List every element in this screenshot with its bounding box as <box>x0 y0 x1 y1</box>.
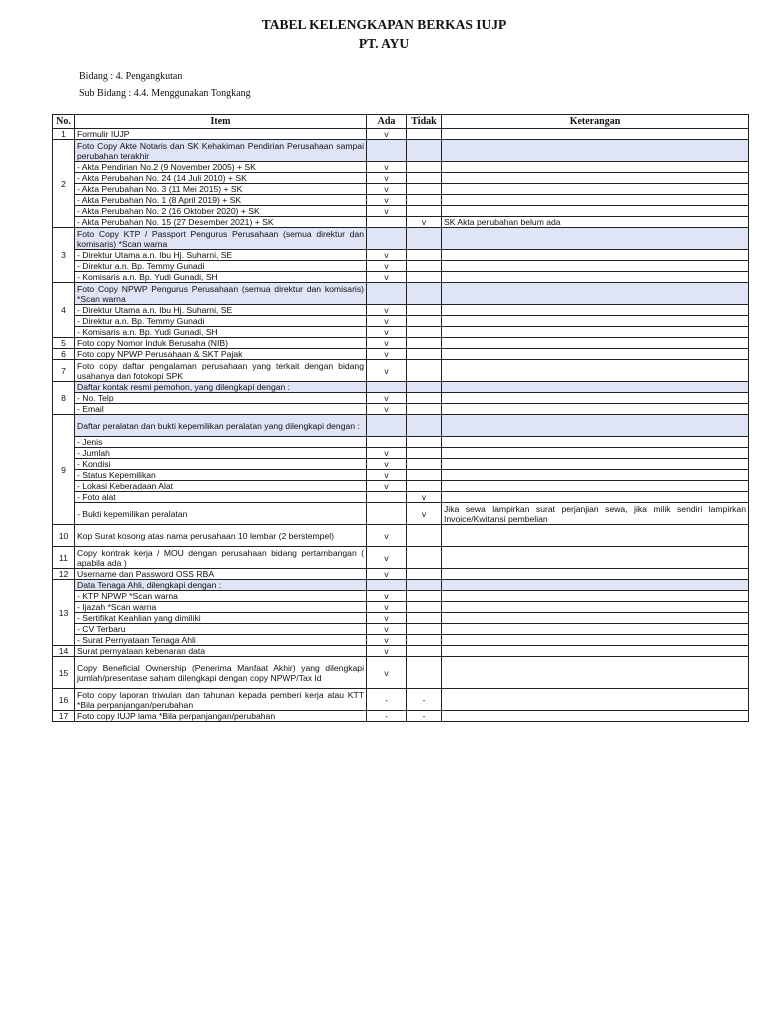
column-header-ada: Ada <box>367 115 407 129</box>
table-section-row <box>53 283 749 305</box>
ada-mark <box>367 217 407 228</box>
ada-mark: v <box>367 404 407 415</box>
keterangan-cell <box>442 250 749 261</box>
table-row <box>53 646 749 657</box>
ada-mark: v <box>367 184 407 195</box>
tidak-mark <box>407 393 442 404</box>
item-cell: - Kondisi <box>75 459 367 470</box>
item-cell: - Akta Perubahan No. 15 (27 Desember 2021) + SK <box>75 217 367 228</box>
item-cell: - Ijazah *Scan warna <box>75 602 367 613</box>
ada-mark: v <box>367 547 407 569</box>
table-row <box>53 547 749 569</box>
keterangan-cell <box>442 162 749 173</box>
keterangan-cell <box>442 602 749 613</box>
ada-mark <box>367 503 407 525</box>
table-row <box>53 393 749 404</box>
tidak-mark <box>407 173 442 184</box>
column-header-item: Item <box>75 115 367 129</box>
item-cell: - Akta Pendirian No.2 (9 November 2005) + SK <box>75 162 367 173</box>
ada-mark: v <box>367 261 407 272</box>
tidak-mark <box>407 481 442 492</box>
ada-mark: v <box>367 327 407 338</box>
company-name: PT. AYU <box>358 36 410 51</box>
item-cell: - Bukti kepemilikan peralatan <box>75 503 367 525</box>
item-cell: Foto copy laporan triwulan dan tahunan kepada pemberi kerja atau KTT *Bila perpanjangan/perubahan <box>75 689 367 711</box>
keterangan-cell <box>442 448 749 459</box>
keterangan-cell <box>442 349 749 360</box>
table-row <box>53 635 749 646</box>
ada-mark: v <box>367 602 407 613</box>
ada-mark: v <box>367 591 407 602</box>
ada-mark: v <box>367 481 407 492</box>
row-number: 7 <box>53 360 75 382</box>
keterangan-cell <box>442 173 749 184</box>
column-header-tidak: Tidak <box>407 115 442 129</box>
keterangan-cell <box>442 382 749 393</box>
keterangan-cell <box>442 437 749 448</box>
ada-mark: v <box>367 349 407 360</box>
ada-mark: v <box>367 657 407 689</box>
item-cell: - CV Terbaru <box>75 624 367 635</box>
keterangan-cell <box>442 305 749 316</box>
keterangan-cell: SK Akta perubahan belum ada <box>442 217 749 228</box>
item-cell: - Komisaris a.n. Bp. Yudi Gunadi, SH <box>75 272 367 283</box>
table-row <box>53 448 749 459</box>
ada-mark <box>367 228 407 250</box>
tidak-mark <box>407 250 442 261</box>
ada-mark <box>367 415 407 437</box>
ada-mark: v <box>367 360 407 382</box>
row-number: 3 <box>53 228 75 283</box>
table-row <box>53 129 749 140</box>
table-row <box>53 305 749 316</box>
item-cell: - Akta Perubahan No. 1 (8 April 2019) + SK <box>75 195 367 206</box>
ada-mark: v <box>367 206 407 217</box>
row-number: 4 <box>53 283 75 338</box>
column-header-keterangan: Keterangan <box>442 115 749 129</box>
row-number: 5 <box>53 338 75 349</box>
column-header-no: No. <box>53 115 75 129</box>
row-number: 14 <box>53 646 75 657</box>
table-row <box>53 470 749 481</box>
ada-mark: - <box>367 711 407 722</box>
ada-mark <box>367 492 407 503</box>
tidak-mark <box>407 569 442 580</box>
ada-mark: v <box>367 195 407 206</box>
row-number: 10 <box>53 525 75 547</box>
table-row <box>53 250 749 261</box>
row-number: 8 <box>53 382 75 415</box>
keterangan-cell <box>442 657 749 689</box>
keterangan-cell <box>442 228 749 250</box>
tidak-mark <box>407 613 442 624</box>
tidak-mark <box>407 602 442 613</box>
table-row <box>53 591 749 602</box>
keterangan-cell <box>442 272 749 283</box>
table-row <box>53 404 749 415</box>
item-cell: - Direktur a.n. Bp. Temmy Gunadi <box>75 316 367 327</box>
tidak-mark <box>407 646 442 657</box>
ada-mark: v <box>367 459 407 470</box>
ada-mark: v <box>367 448 407 459</box>
keterangan-cell <box>442 580 749 591</box>
table-row <box>53 195 749 206</box>
tidak-mark <box>407 547 442 569</box>
tidak-mark <box>407 382 442 393</box>
table-row <box>53 437 749 448</box>
ada-mark: v <box>367 129 407 140</box>
ada-mark <box>367 437 407 448</box>
ada-mark: v <box>367 338 407 349</box>
tidak-mark <box>407 206 442 217</box>
keterangan-cell <box>442 689 749 711</box>
table-section-row <box>53 580 749 591</box>
tidak-mark <box>407 316 442 327</box>
item-cell: Data Tenaga Ahli, dilengkapi dengan : <box>75 580 367 591</box>
table-row <box>53 689 749 711</box>
item-cell: Foto copy NPWP Perusahaan & SKT Pajak <box>75 349 367 360</box>
row-number: 9 <box>53 415 75 525</box>
keterangan-cell <box>442 206 749 217</box>
item-cell: - Email <box>75 404 367 415</box>
table-row <box>53 316 749 327</box>
table-header-row <box>53 115 749 129</box>
tidak-mark <box>407 338 442 349</box>
tidak-mark <box>407 327 442 338</box>
keterangan-cell <box>442 591 749 602</box>
item-cell: Kop Surat kosong atas nama perusahaan 10 lembar (2 berstempel) <box>75 525 367 547</box>
item-cell: Copy kontrak kerja / MOU dengan perusahaan bidang pertambangan ( apabila ada ) <box>75 547 367 569</box>
table-row <box>53 360 749 382</box>
tidak-mark <box>407 657 442 689</box>
keterangan-cell <box>442 283 749 305</box>
keterangan-cell <box>442 635 749 646</box>
tidak-mark <box>407 415 442 437</box>
table-row <box>53 206 749 217</box>
item-cell: - Komisaris a.n. Bp. Yudi Gunadi, SH <box>75 327 367 338</box>
keterangan-cell <box>442 129 749 140</box>
table-row <box>53 349 749 360</box>
item-cell: Foto Copy Akte Notaris dan SK Kehakiman Pendirian Perusahaan sampai perubahan terakhir <box>75 140 367 162</box>
table-section-row <box>53 382 749 393</box>
item-cell: Foto Copy KTP / Passport Pengurus Perusahaan (semua direktur dan komisaris) *Scan warna <box>75 228 367 250</box>
row-number: 6 <box>53 349 75 360</box>
keterangan-cell <box>442 140 749 162</box>
row-number: 13 <box>53 580 75 646</box>
keterangan-cell <box>442 195 749 206</box>
table-row <box>53 173 749 184</box>
table-section-row <box>53 140 749 162</box>
item-cell: - Jenis <box>75 437 367 448</box>
tidak-mark <box>407 349 442 360</box>
table-row <box>53 261 749 272</box>
table-row <box>53 613 749 624</box>
item-cell: - Lokasi Keberadaan Alat <box>75 481 367 492</box>
item-cell: - Direktur a.n. Bp. Temmy Gunadi <box>75 261 367 272</box>
table-row <box>53 272 749 283</box>
item-cell: - Jumlah <box>75 448 367 459</box>
tidak-mark <box>407 635 442 646</box>
tidak-mark <box>407 470 442 481</box>
item-cell: - KTP NPWP *Scan warna <box>75 591 367 602</box>
keterangan-cell <box>442 613 749 624</box>
tidak-mark <box>407 305 442 316</box>
table-row <box>53 492 749 503</box>
table-row <box>53 327 749 338</box>
ada-mark: v <box>367 305 407 316</box>
item-cell: Username dan Password OSS RBA <box>75 569 367 580</box>
tidak-mark <box>407 459 442 470</box>
keterangan-cell <box>442 470 749 481</box>
checklist-table <box>52 114 749 722</box>
item-cell: - Sertifikat Keahlian yang dimiliki <box>75 613 367 624</box>
item-cell: Formulir IUJP <box>75 129 367 140</box>
keterangan-cell: Jika sewa lampirkan surat perjanjian sewa, jika milik sendiri lampirkan Invoice/Kwitansi pembelian <box>442 503 749 525</box>
keterangan-cell <box>442 481 749 492</box>
keterangan-cell <box>442 261 749 272</box>
row-number: 1 <box>53 129 75 140</box>
item-cell: Copy Beneficial Ownership (Penerima Manfaat Akhir) yang dilengkapi jumlah/presentase saham dilengkapi dengan copy NPWP/Tax Id <box>75 657 367 689</box>
item-cell: - Akta Perubahan No. 24 (14 Juli 2010) + SK <box>75 173 367 184</box>
row-number: 17 <box>53 711 75 722</box>
tidak-mark <box>407 129 442 140</box>
ada-mark: v <box>367 173 407 184</box>
tidak-mark <box>407 184 442 195</box>
ada-mark: v <box>367 635 407 646</box>
sub-bidang-label: Sub Bidang : 4.4. Menggunakan Tongkang <box>79 88 251 99</box>
keterangan-cell <box>442 327 749 338</box>
checklist-body <box>53 129 749 722</box>
table-section-row <box>53 228 749 250</box>
tidak-mark: - <box>407 689 442 711</box>
tidak-mark <box>407 591 442 602</box>
tidak-mark <box>407 437 442 448</box>
keterangan-cell <box>442 624 749 635</box>
table-row <box>53 481 749 492</box>
keterangan-cell <box>442 492 749 503</box>
keterangan-cell <box>442 459 749 470</box>
tidak-mark <box>407 360 442 382</box>
item-cell: Daftar peralatan dan bukti kepemilikan peralatan yang dilengkapi dengan : <box>75 415 367 437</box>
tidak-mark <box>407 624 442 635</box>
ada-mark: v <box>367 162 407 173</box>
row-number: 15 <box>53 657 75 689</box>
keterangan-cell <box>442 646 749 657</box>
tidak-mark: - <box>407 711 442 722</box>
ada-mark: v <box>367 624 407 635</box>
ada-mark: v <box>367 646 407 657</box>
tidak-mark <box>407 140 442 162</box>
table-row <box>53 657 749 689</box>
table-row <box>53 217 749 228</box>
bidang-label: Bidang : 4. Pengangkutan <box>79 71 183 82</box>
ada-mark: v <box>367 470 407 481</box>
tidak-mark <box>407 228 442 250</box>
ada-mark <box>367 382 407 393</box>
keterangan-cell <box>442 525 749 547</box>
keterangan-cell <box>442 338 749 349</box>
row-number: 12 <box>53 569 75 580</box>
row-number: 16 <box>53 689 75 711</box>
ada-mark <box>367 140 407 162</box>
tidak-mark <box>407 162 442 173</box>
table-row <box>53 338 749 349</box>
ada-mark: v <box>367 613 407 624</box>
ada-mark: v <box>367 316 407 327</box>
ada-mark <box>367 580 407 591</box>
keterangan-cell <box>442 569 749 580</box>
ada-mark: v <box>367 525 407 547</box>
tidak-mark <box>407 580 442 591</box>
item-cell: - Akta Perubahan No. 3 (11 Mei 2015) + SK <box>75 184 367 195</box>
tidak-mark <box>407 448 442 459</box>
table-row <box>53 711 749 722</box>
keterangan-cell <box>442 711 749 722</box>
keterangan-cell <box>442 547 749 569</box>
keterangan-cell <box>442 360 749 382</box>
keterangan-cell <box>442 393 749 404</box>
item-cell: - Surat Pernyataan Tenaga Ahli <box>75 635 367 646</box>
item-cell: - No. Telp <box>75 393 367 404</box>
table-row <box>53 162 749 173</box>
keterangan-cell <box>442 404 749 415</box>
row-number: 11 <box>53 547 75 569</box>
table-row <box>53 525 749 547</box>
keterangan-cell <box>442 316 749 327</box>
tidak-mark: v <box>407 492 442 503</box>
item-cell: Foto copy daftar pengalaman perusahaan yang terkait dengan bidang usahanya dan fotokopi SPK <box>75 360 367 382</box>
ada-mark: v <box>367 250 407 261</box>
keterangan-cell <box>442 184 749 195</box>
item-cell: Foto Copy NPWP Pengurus Perusahaan (semua direktur dan komisaris) *Scan warna <box>75 283 367 305</box>
table-row <box>53 184 749 195</box>
item-cell: - Direktur Utama a.n. Ibu Hj. Suharni, SE <box>75 305 367 316</box>
ada-mark: v <box>367 393 407 404</box>
ada-mark: v <box>367 272 407 283</box>
document-title: TABEL KELENGKAPAN BERKAS IUJP <box>261 17 507 32</box>
tidak-mark: v <box>407 217 442 228</box>
table-section-row <box>53 415 749 437</box>
tidak-mark <box>407 404 442 415</box>
tidak-mark <box>407 195 442 206</box>
item-cell: - Status Kepemilikan <box>75 470 367 481</box>
row-number: 2 <box>53 140 75 228</box>
tidak-mark <box>407 283 442 305</box>
keterangan-cell <box>442 415 749 437</box>
tidak-mark <box>407 272 442 283</box>
item-cell: Foto copy IUJP lama *Bila perpanjangan/perubahan <box>75 711 367 722</box>
table-row <box>53 624 749 635</box>
item-cell: Surat pernyataan kebenaran data <box>75 646 367 657</box>
tidak-mark <box>407 525 442 547</box>
item-cell: - Foto alat <box>75 492 367 503</box>
table-row <box>53 459 749 470</box>
item-cell: Foto copy Nomor Induk Berusaha (NIB) <box>75 338 367 349</box>
table-row <box>53 569 749 580</box>
ada-mark <box>367 283 407 305</box>
table-row <box>53 602 749 613</box>
tidak-mark: v <box>407 503 442 525</box>
item-cell: Daftar kontak resmi pemohon, yang dilengkapi dengan : <box>75 382 367 393</box>
ada-mark: v <box>367 569 407 580</box>
table-row <box>53 503 749 525</box>
item-cell: - Direktur Utama a.n. Ibu Hj. Suharni, SE <box>75 250 367 261</box>
tidak-mark <box>407 261 442 272</box>
ada-mark: - <box>367 689 407 711</box>
item-cell: - Akta Perubahan No. 2 (16 Oktober 2020) + SK <box>75 206 367 217</box>
